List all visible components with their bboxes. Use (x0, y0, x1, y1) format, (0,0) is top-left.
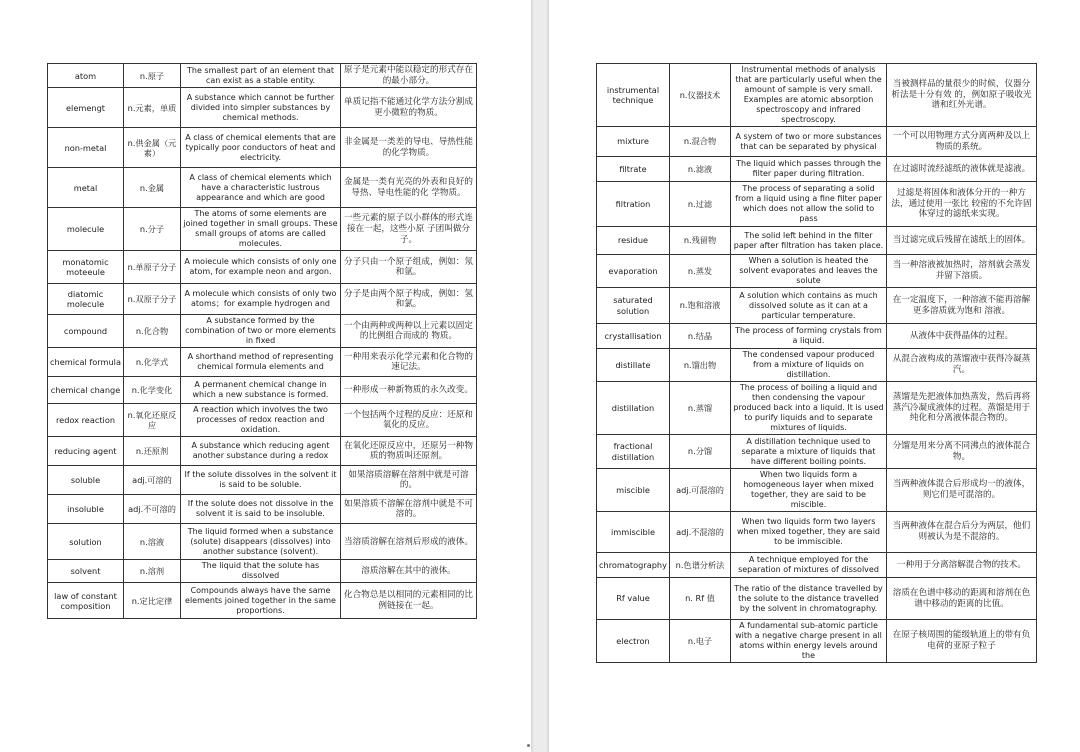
definition-cell: The process of separating a solid from a liquid using a fine filter paper which does not allow the solid to pass (731, 182, 887, 227)
term-cell: atom (48, 64, 124, 88)
definition-cell: When a solution is heated the solvent evaporates and leaves the solute (731, 255, 887, 288)
table-row (48, 64, 477, 88)
definition-cell: If the solute does not dissolve in the solvent it is said to be insoluble. (181, 495, 341, 524)
table-row (597, 578, 1037, 620)
pos-cell: n.原子 (124, 64, 181, 88)
table-row (597, 382, 1037, 435)
table-row (48, 284, 477, 315)
term-cell: crystallisation (597, 324, 670, 349)
definition-cell: When two liquids form a homogeneous layer when mixed together, they are said to be miscible. (731, 469, 887, 512)
pos-cell: n.残留物 (670, 227, 731, 255)
pos-cell: n.化学变化 (124, 377, 181, 404)
pos-cell: n.定比定律 (124, 583, 181, 619)
term-cell: filtration (597, 182, 670, 227)
table-row (597, 435, 1037, 469)
table-row (48, 466, 477, 495)
definition-cell: A substance which reducing agent another substance during a redox (181, 437, 341, 466)
definition-cell: A class of chemical elements which have a characteristic lustrous appearance and which are good (181, 168, 341, 208)
definition-cell: The ratio of the distance travelled by the solute to the distance travelled by the solvent in chromatography. (731, 578, 887, 620)
term-cell: compound (48, 315, 124, 348)
table-row (48, 524, 477, 560)
chinese-definition-cell: 一个由两种或两种以上元素以固定的比例组合而成的 物质。 (341, 315, 477, 348)
vocabulary-table-body (48, 64, 477, 619)
definition-cell: The condensed vapour produced from a mixture of liquids on distillation. (731, 349, 887, 382)
term-cell: law of constant composition (48, 583, 124, 619)
term-cell: distillation (597, 382, 670, 435)
term-cell: electron (597, 620, 670, 663)
chinese-definition-cell: 金属是一类有光亮的外表和良好的导热、导电性能的化 学物质。 (341, 168, 477, 208)
table-row (597, 157, 1037, 182)
table-row (597, 349, 1037, 382)
chinese-definition-cell: 当过滤完成后残留在滤纸上的固体。 (887, 227, 1037, 255)
term-cell: insoluble (48, 495, 124, 524)
term-cell: immiscible (597, 512, 670, 553)
chinese-definition-cell: 如果溶质不溶解在溶剂中就是不可溶的。 (341, 495, 477, 524)
table-row (48, 168, 477, 208)
definition-cell: A fundamental sub-atomic particle with a negative charge present in all atoms within energy levels around the (731, 620, 887, 663)
chinese-definition-cell: 单质记指不能通过化学方法分割成更小微粒的物质。 (341, 88, 477, 128)
definition-cell: A molecule which consists of only two atoms；for example hydrogen and (181, 284, 341, 315)
table-row (597, 288, 1037, 324)
term-cell: fractional distillation (597, 435, 670, 469)
term-cell: soluble (48, 466, 124, 495)
term-cell: distillate (597, 349, 670, 382)
table-row (597, 620, 1037, 663)
pos-cell: adj.可混溶的 (670, 469, 731, 512)
pos-cell: n.双原子分子 (124, 284, 181, 315)
term-cell: filtrate (597, 157, 670, 182)
definition-cell: A shorthand method of representing chemical formula elements and (181, 348, 341, 377)
term-cell: reducing agent (48, 437, 124, 466)
table-row (48, 583, 477, 619)
term-cell: chemical change (48, 377, 124, 404)
chinese-definition-cell: 一个可以用物理方式分离两种及以上物质的系统。 (887, 127, 1037, 157)
table-row (597, 227, 1037, 255)
definition-cell: The process of boiling a liquid and then condensing the vapour produced back into a liquid. It is used to purify liquids and to separate mixtures of liquids. (731, 382, 887, 435)
definition-cell: A technique employed for the separation of mixtures of dissolved (731, 553, 887, 578)
chinese-definition-cell: 在过滤时流经滤纸的液体就是滤液。 (887, 157, 1037, 182)
document-page-left (0, 0, 531, 752)
pos-cell: n.蒸发 (670, 255, 731, 288)
pos-cell: n.混合物 (670, 127, 731, 157)
page-gap-marker (527, 744, 530, 747)
definition-cell: A reaction which involves the two processes of redox reaction and oxidation. (181, 404, 341, 437)
chinese-definition-cell: 非金属是一类差的导电、导热性能的化学物质。 (341, 128, 477, 168)
pos-cell: n.还原剂 (124, 437, 181, 466)
pos-cell: n.滤液 (670, 157, 731, 182)
definition-cell: The liquid that the solute has dissolved (181, 560, 341, 583)
table-row (597, 324, 1037, 349)
definition-cell: Instrumental methods of analysis that are particularly useful when the amount of sample is very small. Examples are atomic absorption spectroscopy and infrared spectroscopy. (731, 64, 887, 127)
chinese-definition-cell: 一个包括两个过程的反应：还原和氧化的反应。 (341, 404, 477, 437)
pos-cell: n.分子 (124, 208, 181, 251)
chinese-definition-cell: 一种形成一种新物质的永久改变。 (341, 377, 477, 404)
term-cell: residue (597, 227, 670, 255)
table-row (48, 437, 477, 466)
term-cell: non-metal (48, 128, 124, 168)
table-row (597, 64, 1037, 127)
term-cell: chemical formula (48, 348, 124, 377)
table-row (48, 560, 477, 583)
chinese-definition-cell: 当一种溶液被加热时，溶剂就会蒸发并留下溶质。 (887, 255, 1037, 288)
chinese-definition-cell: 化合物总是以相同的元素相同的比例链接在一起。 (341, 583, 477, 619)
pos-cell: n.过滤 (670, 182, 731, 227)
pos-cell: n.仪器技术 (670, 64, 731, 127)
chinese-definition-cell: 在原子核周围的能级轨道上的带有负电荷的亚原子粒子 (887, 620, 1037, 663)
term-cell: mixture (597, 127, 670, 157)
pos-cell: n.化学式 (124, 348, 181, 377)
definition-cell: When two liquids form two layers when mixed together, they are said to be immiscible. (731, 512, 887, 553)
pos-cell: n.电子 (670, 620, 731, 663)
definition-cell: Compounds always have the same elements joined together in the same proportions. (181, 583, 341, 619)
definition-cell: If the solute dissolves in the solvent it is said to be soluble. (181, 466, 341, 495)
definition-cell: The atoms of some elements are joined together in small groups. These small groups of atoms are called molecules. (181, 208, 341, 251)
table-row (48, 315, 477, 348)
chinese-definition-cell: 当两种液体在混合后分为两层，他们则被认为是不混溶的。 (887, 512, 1037, 553)
table-row (48, 128, 477, 168)
definition-cell: A solution which contains as much dissolved solute as it can at a particular temperature. (731, 288, 887, 324)
chinese-definition-cell: 当两种液体混合后形成均一的液体，则它们是可混溶的。 (887, 469, 1037, 512)
document-page-right (549, 0, 1080, 752)
pos-cell: n.元素，单质 (124, 88, 181, 128)
definition-cell: A permanent chemical change in which a new substance is formed. (181, 377, 341, 404)
term-cell: saturated solution (597, 288, 670, 324)
term-cell: chromatography (597, 553, 670, 578)
chinese-definition-cell: 一些元素的原子以小群体的形式连接在一起，这些小原 子团叫做分子。 (341, 208, 477, 251)
pos-cell: n.蒸馏 (670, 382, 731, 435)
table-row (48, 377, 477, 404)
definition-cell: A moiecule which consists of only one atom, for example neon and argon. (181, 251, 341, 284)
chinese-definition-cell: 分馏是用来分离不同沸点的液体混合物。 (887, 435, 1037, 469)
pos-cell: n.色谱分析法 (670, 553, 731, 578)
pos-cell: n.溶剂 (124, 560, 181, 583)
term-cell: elemengt (48, 88, 124, 128)
pos-cell: adj.可溶的 (124, 466, 181, 495)
term-cell: redox reaction (48, 404, 124, 437)
table-row (48, 348, 477, 377)
term-cell: molecule (48, 208, 124, 251)
table-row (48, 251, 477, 284)
definition-cell: The solid left behind in the filter paper after filtration has taken place. (731, 227, 887, 255)
vocabulary-table-left (47, 63, 477, 619)
chinese-definition-cell: 当被测样品的量很少的时候，仪器分析法是十分有效 的，例如原子吸收光谱和红外光谱。 (887, 64, 1037, 127)
term-cell: solution (48, 524, 124, 560)
term-cell: diatomic molecule (48, 284, 124, 315)
term-cell: monatomic moteeule (48, 251, 124, 284)
table-row (48, 88, 477, 128)
pos-cell: n.馏出物 (670, 349, 731, 382)
vocabulary-table-right (596, 63, 1037, 663)
term-cell: solvent (48, 560, 124, 583)
chinese-definition-cell: 在一定温度下，一种溶液不能再溶解更多溶质就为饱和 溶液。 (887, 288, 1037, 324)
table-row (597, 512, 1037, 553)
chinese-definition-cell: 如果溶质溶解在溶剂中就是可溶的。 (341, 466, 477, 495)
chinese-definition-cell: 从液体中获得晶体的过程。 (887, 324, 1037, 349)
pos-cell: n.饱和溶液 (670, 288, 731, 324)
term-cell: miscible (597, 469, 670, 512)
definition-cell: The smallest part of an element that can exist as a stable entity. (181, 64, 341, 88)
pos-cell: n.结晶 (670, 324, 731, 349)
table-row (597, 182, 1037, 227)
pos-cell: n.分馏 (670, 435, 731, 469)
chinese-definition-cell: 分子只由一个原子组成，例如：氖和氩。 (341, 251, 477, 284)
chinese-definition-cell: 溶质在色谱中移动的距离和溶剂在色谱中移动的距离的比值。 (887, 578, 1037, 620)
definition-cell: A substance which cannot be further divided into simpler substances by chemical methods. (181, 88, 341, 128)
pos-cell: adj.不混溶的 (670, 512, 731, 553)
pos-cell: n.溶液 (124, 524, 181, 560)
vocabulary-table-body (597, 64, 1037, 663)
table-row (48, 495, 477, 524)
term-cell: instrumental technique (597, 64, 670, 127)
chinese-definition-cell: 分子是由两个原子构成，例如：氢和氯。 (341, 284, 477, 315)
pos-cell: n.氧化还原反应 (124, 404, 181, 437)
table-row (597, 127, 1037, 157)
chinese-definition-cell: 过滤是将固体和液体分开的一种方法，通过使用一张比 较密的不允许固体穿过的滤纸来实现。 (887, 182, 1037, 227)
term-cell: Rf value (597, 578, 670, 620)
table-row (48, 208, 477, 251)
table-row (597, 553, 1037, 578)
table-row (48, 404, 477, 437)
chinese-definition-cell: 一种用来表示化学元素和化合物的速记法。 (341, 348, 477, 377)
pos-cell: n.供金属（元素） (124, 128, 181, 168)
pos-cell: adj.不可溶的 (124, 495, 181, 524)
definition-cell: The process of forming crystals from a liquid. (731, 324, 887, 349)
definition-cell: A distillation technique used to separate a mixture of liquids that have different boiling points. (731, 435, 887, 469)
chinese-definition-cell: 一种用于分离溶解混合物的技术。 (887, 553, 1037, 578)
definition-cell: The liquid which passes through the filter paper during filtration. (731, 157, 887, 182)
term-cell: evaporation (597, 255, 670, 288)
definition-cell: The liquid formed when a substance (solute) disappears (dissolves) into another substance (solvent). (181, 524, 341, 560)
table-row (597, 469, 1037, 512)
definition-cell: A system of two or more substances that can be separated by physical (731, 127, 887, 157)
chinese-definition-cell: 原子是元素中能以稳定的形式存在的最小部分。 (341, 64, 477, 88)
chinese-definition-cell: 在氧化还原反应中，还原另一种物质的物质叫还原剂。 (341, 437, 477, 466)
chinese-definition-cell: 溶质溶解在其中的液体。 (341, 560, 477, 583)
pos-cell: n.金属 (124, 168, 181, 208)
term-cell: metal (48, 168, 124, 208)
table-row (597, 255, 1037, 288)
pos-cell: n.化合物 (124, 315, 181, 348)
definition-cell: A class of chemical elements that are typically poor conductors of heat and electricity. (181, 128, 341, 168)
chinese-definition-cell: 蒸馏是先把液体加热蒸发，然后再将蒸汽冷凝成液体的过程。蒸馏是用于纯化和分离液体混合物的。 (887, 382, 1037, 435)
definition-cell: A substance formed by the combination of two or more elements in fixed (181, 315, 341, 348)
chinese-definition-cell: 从混合液构成的蒸馏液中获得冷凝蒸汽。 (887, 349, 1037, 382)
pos-cell: n.单原子分子 (124, 251, 181, 284)
chinese-definition-cell: 当溶质溶解在溶剂后形成的液体。 (341, 524, 477, 560)
pos-cell: n. Rf 值 (670, 578, 731, 620)
